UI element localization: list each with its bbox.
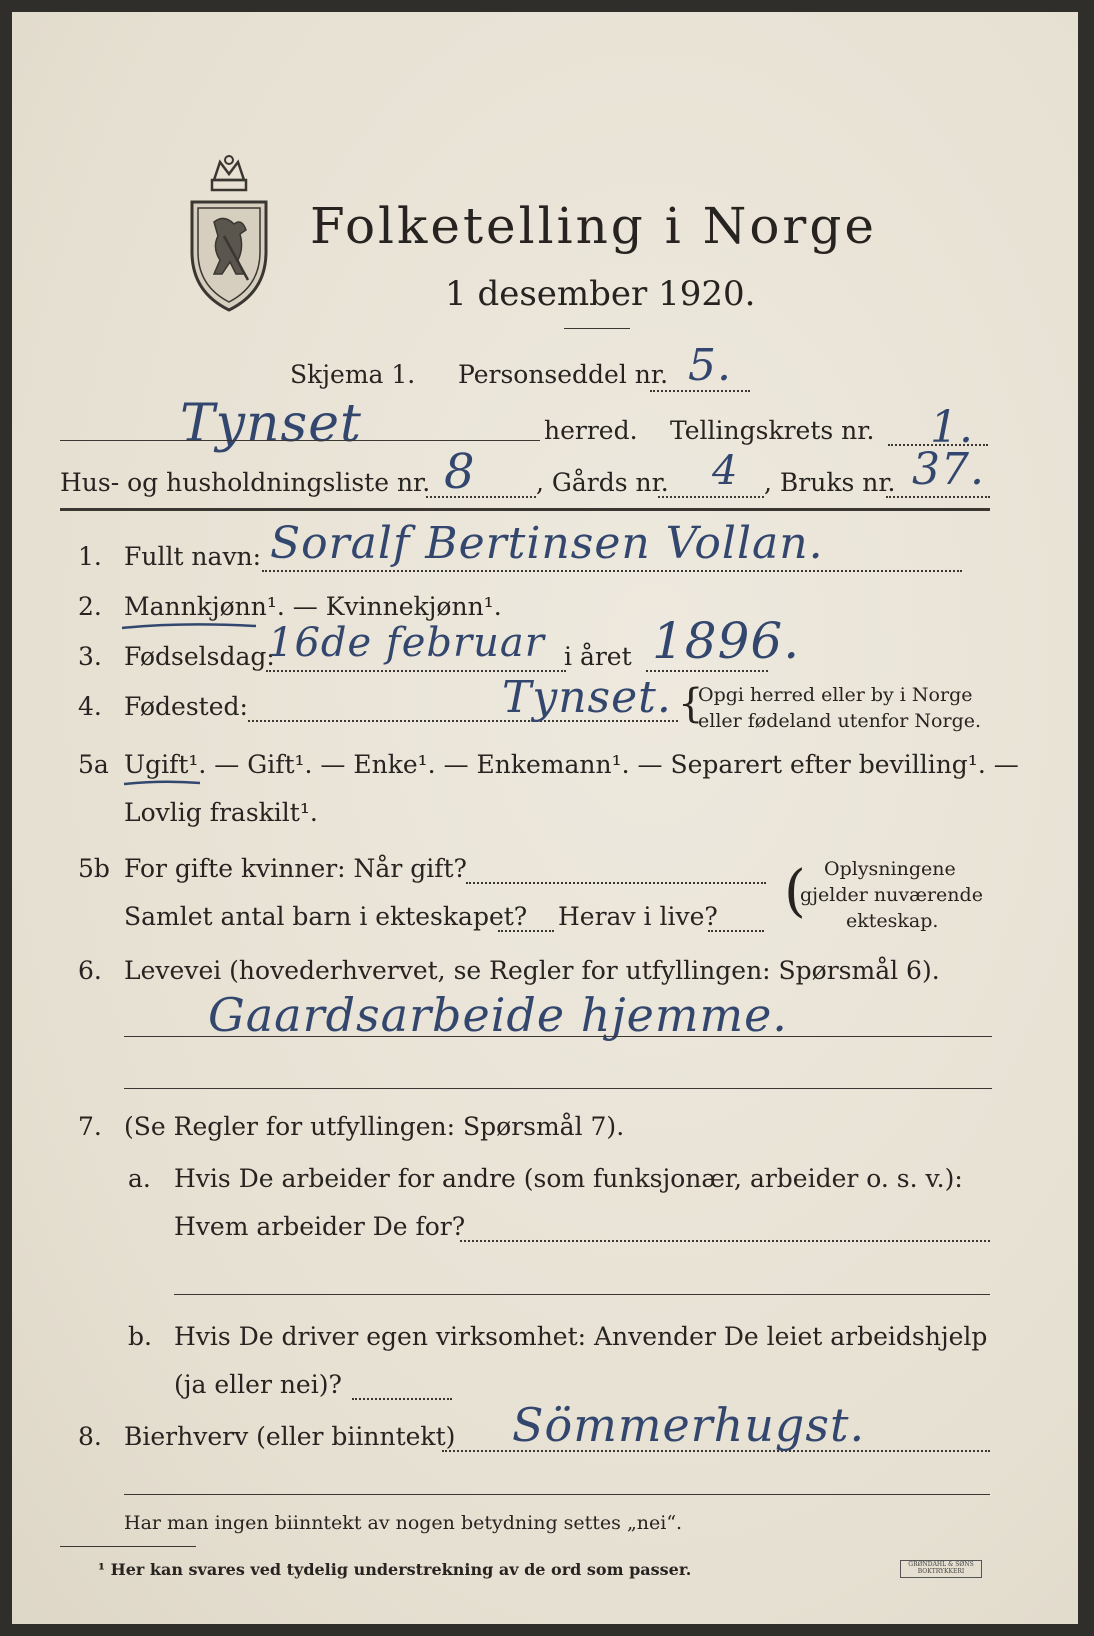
q3-label: Fødselsdag: (124, 642, 275, 671)
q7-number: 7. (78, 1112, 102, 1141)
birth-year-value[interactable]: 1896. (652, 612, 801, 670)
q5a-number: 5a (78, 750, 109, 779)
q5b-brace: ( (784, 859, 806, 924)
marital-status-options-2[interactable]: Lovlig fraskilt¹. (124, 798, 318, 827)
mannkjonn-underline (120, 618, 260, 632)
q6-number: 6. (78, 956, 102, 985)
gards-label: , Gårds nr. (536, 468, 669, 497)
q7-label: (Se Regler for utfyllingen: Spørsmål 7). (124, 1112, 625, 1141)
q6-label: Levevei (hovederhvervet, se Regler for utfyllingen: Spørsmål 6). (124, 956, 940, 985)
form-title: Folketelling i Norge (310, 197, 877, 255)
q4-number: 4. (78, 692, 102, 721)
bruks-value[interactable]: 37. (912, 444, 985, 495)
personseddel-value[interactable]: 5. (688, 340, 732, 391)
when-married-line[interactable] (466, 882, 766, 884)
q7b-line2: (ja eller nei)? (174, 1370, 342, 1399)
coat-of-arms-icon (184, 152, 274, 312)
header-separator (60, 508, 990, 511)
q5b-note-1: Oplysningene (824, 858, 956, 880)
q4-label: Fødested: (124, 692, 248, 721)
herred-label: herred. (544, 416, 638, 445)
footnote-separator (60, 1546, 196, 1547)
herred-value[interactable]: Tynset (180, 394, 362, 454)
q8-number: 8. (78, 1422, 102, 1451)
children-line[interactable] (498, 930, 554, 932)
tellingskrets-label: Tellingskrets nr. (670, 416, 875, 445)
q4-brace: { (678, 681, 704, 727)
q5b-note-2: gjelder nuværende (800, 884, 983, 906)
q6-line-1 (124, 1036, 992, 1037)
bruks-label: , Bruks nr. (764, 468, 896, 497)
q5b-line2a: Samlet antal barn i ekteskapet? (124, 902, 528, 931)
q5b-line1: For gifte kvinner: Når gift? (124, 854, 467, 883)
q4-note-2: eller fødeland utenfor Norge. (698, 710, 982, 732)
alive-line[interactable] (708, 930, 764, 932)
tellingskrets-value[interactable]: 1. (930, 402, 974, 453)
q1-number: 1. (78, 542, 102, 571)
q4-note-1: Opgi herred eller by i Norge (698, 684, 973, 706)
q8-label: Bierhverv (eller biinntekt) (124, 1422, 456, 1451)
bottom-note: Har man ingen biinntekt av nogen betydning settes „nei“. (124, 1512, 683, 1534)
q7b-number: b. (128, 1322, 152, 1351)
title-divider (564, 328, 630, 329)
birthplace-value[interactable]: Tynset. (502, 672, 672, 723)
full-name-value[interactable]: Soralf Bertinsen Vollan. (270, 518, 824, 569)
gards-line (658, 496, 764, 498)
q8-line-extra (124, 1494, 990, 1495)
secondary-occupation-value[interactable]: Sömmerhugst. (512, 1398, 866, 1452)
ugift-underline (122, 778, 204, 788)
q5b-number: 5b (78, 854, 110, 883)
hus-line (426, 496, 536, 498)
q5b-note-3: ekteskap. (846, 910, 939, 932)
skjema-label: Skjema 1. (290, 360, 416, 389)
herred-line (60, 440, 540, 441)
printer-stamp: GRØNDAHL & SØNS BOKTRYKKERI (900, 1560, 982, 1578)
occupation-value[interactable]: Gaardsarbeide hjemme. (208, 988, 788, 1042)
q5b-line2b: Herav i live? (558, 902, 718, 931)
hired-help-line[interactable] (352, 1398, 452, 1400)
census-form (12, 12, 1078, 1624)
gards-value[interactable]: 4 (712, 448, 739, 494)
q7a-line2: Hvem arbeider De for? (174, 1212, 466, 1241)
q7a-line1: Hvis De arbeider for andre (som funksjonær, arbeider o. s. v.): (174, 1164, 963, 1193)
birth-day-value[interactable]: 16de februar (268, 620, 545, 666)
q3-number: 3. (78, 642, 102, 671)
q6-line-2 (124, 1088, 992, 1089)
hus-value[interactable]: 8 (444, 444, 476, 500)
q7b-line1: Hvis De driver egen virksomhet: Anvender De leiet arbeidshjelp (174, 1322, 988, 1351)
bruks-line (886, 496, 990, 498)
year-label: i året (564, 642, 632, 671)
form-date: 1 desember 1920. (445, 274, 756, 314)
hus-label: Hus- og husholdningsliste nr. (60, 468, 431, 497)
q1-line (262, 570, 962, 572)
q7a-line-extra (174, 1294, 990, 1295)
employer-line[interactable] (460, 1240, 990, 1242)
q2-number: 2. (78, 592, 102, 621)
marital-status-options[interactable]: Ugift¹. — Gift¹. — Enke¹. — Enkemann¹. — Separert efter bevilling¹. — (124, 750, 1019, 779)
q1-label: Fullt navn: (124, 542, 262, 571)
personseddel-label: Personseddel nr. (458, 360, 669, 389)
q7a-number: a. (128, 1164, 151, 1193)
footnote: ¹ Her kan svares ved tydelig understrekning av de ord som passer. (98, 1560, 692, 1579)
sex-options[interactable]: Mannkjønn¹. — Kvinnekjønn¹. (124, 592, 502, 621)
